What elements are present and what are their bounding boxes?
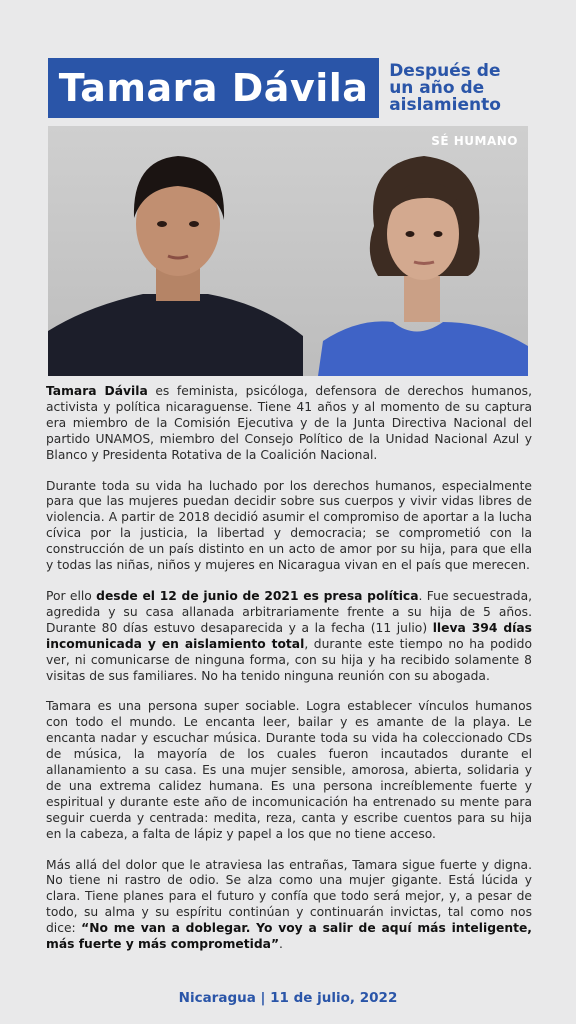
footer-date: Nicaragua | 11 de julio, 2022	[178, 990, 398, 1006]
paragraph-3	[46, 589, 532, 684]
portrait-photo	[48, 126, 528, 376]
paragraph-4	[46, 699, 532, 842]
paragraph-2	[46, 479, 532, 574]
paragraph-5	[46, 858, 532, 953]
text-span: Tamara es una persona super sociable. Logra establecer vínculos humanos con todo el mundo. Le encanta leer, bailar y es amante de la playa. Le encanta nadar y escuchar música. Durante toda su vida ha coleccionado CDs de música, la mayoría de los cuales fueron incautados durante el allanamiento a su casa. Es una mujer sensible, amorosa, abierta, solidaria y de una extrema calidez humana. Es una persona increíblemente fuerte y espiritual y durante este año de incomunicación ha entrenado su mente para seguir cuerda y centrada: medita, reza, canta y escribe cuentos para su hija en la cabeza, a falta de lápiz y papel a los que no tiene acceso.	[46, 699, 532, 841]
portrait-right	[318, 156, 528, 376]
header	[48, 58, 528, 118]
subtitle-line-3: aislamiento	[389, 94, 501, 115]
bold-name: Tamara Dávila	[46, 384, 148, 398]
paragraph-1	[46, 384, 532, 464]
portrait-left	[48, 156, 303, 376]
portrait-illustration	[48, 126, 528, 376]
article-body	[46, 384, 532, 968]
text-span: . Fue secuestrada, agredida y su casa allanada arbitrariamente frente a su hija de 5 años. Durante 80 días estuvo desaparecida y a la fecha (11 julio)	[46, 588, 533, 635]
bold-text: lleva 394 días incomunicada y en aislamiento total	[46, 620, 532, 651]
bold-text: desde el 12 de junio de 2021 es presa política	[96, 588, 419, 603]
brand-logo: SÉ HUMANO	[431, 134, 518, 148]
text-span: Por ello	[46, 588, 97, 603]
title-name: Tamara Dávila	[48, 58, 379, 118]
subtitle	[389, 60, 528, 115]
text-span: , durante este tiempo no ha podido ver, ni comunicarse de ninguna forma, con su hija y ha recibido solamente 8 visitas de sus familiares. No ha tenido ninguna reunión con su abogada.	[46, 636, 532, 683]
text-span: Durante toda su vida ha luchado por los derechos humanos, especialmente para que las mujeres puedan decidir sobre sus cuerpos y vivir vidas libres de violencia. A partir de 2018 decidió asumir el compromiso de aportar a la lucha cívica por la justicia, la libertad y democracia; se comprometió con la construcción de un país distinto en un acto de amor por su hija, para que ella y todas las niñas, niños y mujeres en Nicaragua vivan en el país que merecen.	[46, 478, 532, 573]
subtitle-line-2: un año de	[389, 77, 485, 98]
subtitle-line-1: Después de	[389, 60, 501, 81]
text-span: Más allá del dolor que le atraviesa las entrañas, Tamara sigue fuerte y digna. No tiene ni rastro de odio. Se alza como una mujer gigante. Está lúcida y clara. Tiene planes para el futuro y confía que todo será mejor, y, a pesar de todo, su alma y su espíritu continúan y continuarán invictas, tal como nos dice:	[46, 857, 532, 936]
quote: “No me van a doblegar. Yo voy a salir de aquí más inteligente, más fuerte y más comprometida”	[46, 921, 532, 952]
text-span: es feminista, psicóloga, defensora de derechos humanos, activista y política nicaraguense. Tiene 41 años y al momento de su captura era miembro de la Comisión Ejecutiva y de la Junta Directiva Nacional del partido UNAMOS, miembro del Consejo Político de la Unidad Nacional Azul y Blanco y Presidenta Rotativa de la Coalición Nacional.	[46, 384, 532, 462]
text-span: .	[279, 937, 283, 952]
